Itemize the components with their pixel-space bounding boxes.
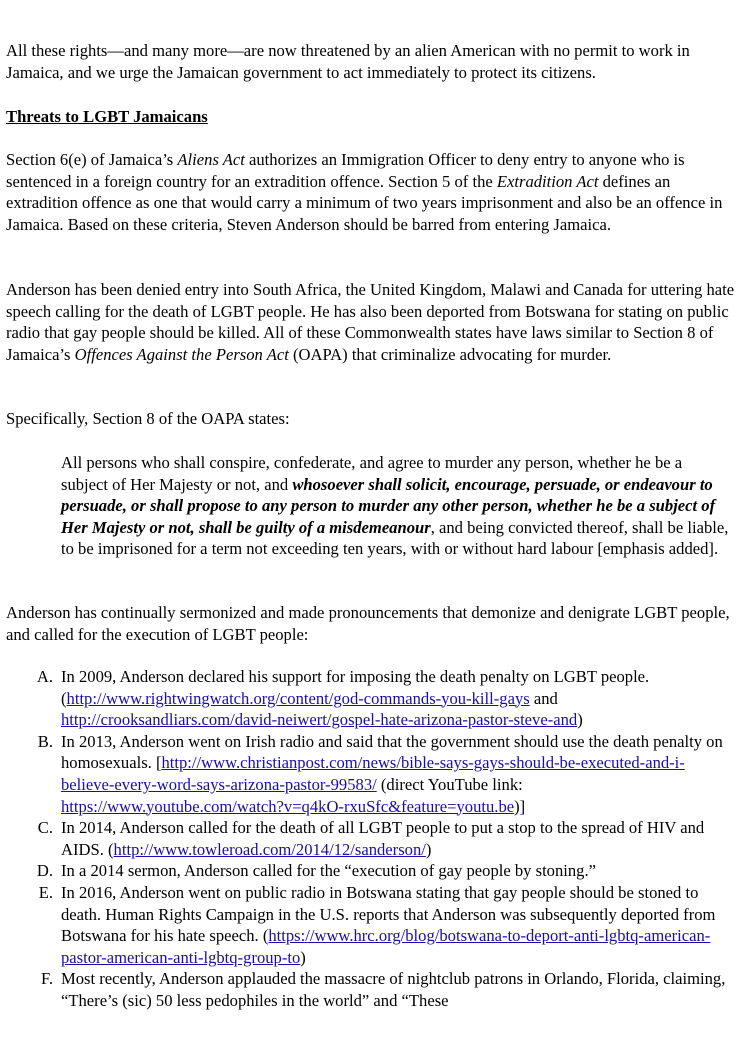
intro-paragraph: All these rights—and many more—are now threatened by an alien American with no permit to work in Jamaica, and we urge the Jamaican government to act immediately to protect its citizens.: [6, 41, 690, 82]
text-run: ): [577, 710, 583, 730]
text-run: In 2016, Anderson went on public radio in Botswana stating that gay people should be stoned to death. Human Rights Campaign in the U.S. reports that Anderson was subsequently deported from Botswana for his hate speech. (: [61, 882, 716, 946]
christianpost-link[interactable]: http://www.christianpost.com/news/bible-says-gays-should-be-executed-and-i-believe-every-word-says-arizona-pastor-99583/: [61, 753, 685, 794]
list-marker: B.: [37, 731, 53, 751]
list-item-text: [61, 731, 731, 817]
extradition-act-title: Extradition Act: [496, 171, 599, 191]
sermonized-paragraph: Anderson has continually sermonized and made pronouncements that demonize and denigrate LGBT people, and called for the execution of LGBT people:: [6, 603, 730, 644]
text-run: , and being convicted thereof, shall be liable, to be imprisoned for a term not exceeding ten years, with or without hard labour [emphasis added].: [61, 517, 729, 559]
text-run: (OAPA) that criminalize advocating for murder.: [288, 344, 612, 364]
rightwingwatch-link[interactable]: http://www.rightwingwatch.org/content/god-commands-you-kill-gays: [66, 688, 530, 708]
text-run: In 2009, Anderson declared his support for imposing the death penalty on LGBT people. (: [61, 667, 650, 708]
text-run: ): [300, 947, 306, 967]
text-run: authorizes an Immigration Officer to deny entry to anyone who is sentenced in a foreign country for an extradition offence. Section 5 of the: [6, 150, 685, 191]
list-item-text: [61, 817, 731, 860]
list-marker: C.: [37, 818, 53, 838]
section-heading: Threats to LGBT Jamaicans: [6, 107, 208, 126]
list-item-text: In a 2014 sermon, Anderson called for the “execution of gay people by stoning.”: [61, 861, 596, 881]
list-marker: A.: [36, 667, 53, 686]
text-run: ): [425, 839, 432, 859]
text-run: All persons who shall conspire, confederate, and agree to murder any person, whether he be a subject of Her Majesty or not, and: [61, 453, 683, 494]
list-item-a: [0, 666, 750, 731]
text-run: In 2013, Anderson went on Irish radio and said that the government should use the death penalty on homosexuals. [: [61, 731, 723, 773]
crooksandliars-link[interactable]: http://crooksandliars.com/david-neiwert/gospel-hate-arizona-pastor-steve-and: [61, 710, 578, 730]
hrc-link[interactable]: https://www.hrc.org/blog/botswana-to-deport-anti-lgbtq-american-pastor-american-anti-lgbtq-group-to: [61, 926, 711, 967]
denied-entry-paragraph: [6, 279, 746, 365]
text-run: and: [529, 688, 558, 708]
list-marker: E.: [38, 882, 53, 902]
statements-list: [0, 666, 750, 1012]
list-item-f: [0, 968, 750, 1011]
text-run: Anderson has been denied entry into South Africa, the United Kingdom, Malawi and Canada for uttering hate speech calling for the death of LGBT people. He has also been deported from Botswana for stating on public radio that gay people should be killed. All of these Commonwealth states have laws similar to Section 8 of Jamaica’s: [6, 280, 735, 364]
list-marker: D.: [36, 861, 53, 881]
list-marker: F.: [40, 969, 53, 989]
text-run: defines an extradition offence as one that would carry a minimum of two years imprisonment and also be an offence in Jamaica. Based on these criteria, Steven Anderson should be barred from entering Jamaica.: [6, 171, 723, 234]
specifically-paragraph: Specifically, Section 8 of the OAPA states:: [6, 409, 290, 428]
youtube-link[interactable]: https://www.youtube.com/watch?v=q4kO-rxuSfc&feature=youtu.be: [61, 796, 515, 816]
oapa-title: Offences Against the Person Act: [74, 344, 289, 364]
list-item-text: [61, 882, 731, 968]
text-run: Section 6(e) of Jamaica’s: [6, 150, 178, 169]
aliens-act-paragraph: [6, 149, 746, 235]
text-run: In 2014, Anderson called for the death of all LGBT people to put a stop to the spread of HIV and AIDS. (: [61, 818, 705, 859]
oapa-quote: [61, 452, 731, 560]
towleroad-link[interactable]: http://www.towleroad.com/2014/12/sanderson/: [113, 839, 426, 859]
emphasis-text: whosoever shall solicit, encourage, persuade, or endeavour to persuade, or shall propose to any person to murder any other person, whether he be a subject of Her Majesty or not, shall be guilty of a misdemeanour: [61, 474, 716, 537]
text-run: )]: [514, 796, 526, 816]
text-run: (direct YouTube link:: [376, 774, 523, 794]
aliens-act-title: Aliens Act: [177, 150, 245, 169]
list-item-d: [0, 860, 750, 882]
list-item-text: [61, 666, 731, 731]
list-item-text: Most recently, Anderson applauded the massacre of nightclub patrons in Orlando, Florida, claiming, “There’s (sic) 50 less pedophiles in the world” and “These: [61, 969, 726, 1010]
list-item-b: [0, 731, 750, 817]
list-item-c: [0, 817, 750, 860]
list-item-e: [0, 882, 750, 968]
